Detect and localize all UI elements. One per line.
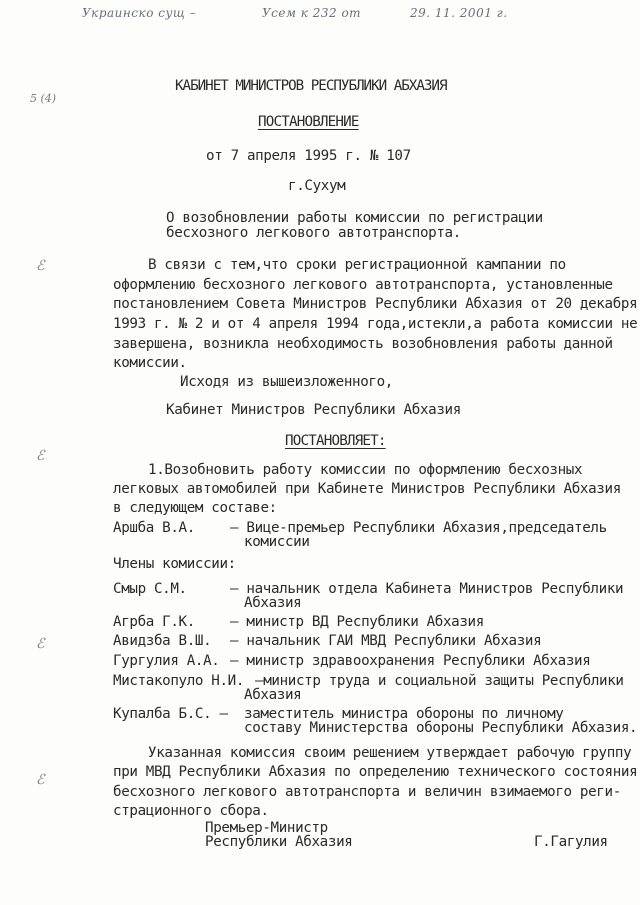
closing-line-4: страционного сбора. [113,803,269,819]
chair-name: Аршба В.А. [113,520,195,536]
handwritten-note-part1: Украинско сущ – [82,6,197,20]
member-name: Гургулия А.А. [113,653,220,669]
subject-line-1: О возобновлении работы комиссии по регистрации [166,210,543,226]
margin-mark-2: ℰ [36,258,45,274]
members-label: Члены комиссии: [113,556,236,572]
p2: Исходя из вышеизложенного, [180,374,393,390]
member-role-cont: составу Министерства обороны Республики Абхазия. [244,720,638,736]
subject-line-2: бесхозного легкового автотранспорта. [166,225,461,241]
member-role: – начальник ГАИ МВД Республики Абхазия [230,633,542,649]
member-role-cont: Абхазия [244,687,302,703]
p1-line-4: 1993 г. № 2 и от 4 апреля 1994 года,истекли,а работа комиссии не [113,316,638,332]
handwritten-note-part3: 29. 11. 2001 г. [410,6,508,20]
closing-line-3: бесхозного легкового автотранспорта и величин взимаемого реги- [113,784,621,800]
member-name: Купалба Б.С. – [113,706,228,722]
member-role: – министр здравоохранения Республики Абхазия [230,653,591,669]
p3: Кабинет Министров Республики Абхазия [166,402,461,418]
margin-mark-4: ℰ [36,636,45,652]
member-name: Авидзба В.Ш. [113,633,212,649]
member-role: – начальник отдела Кабинета Министров Республики [230,581,624,597]
member-role: – министр ВД Республики Абхазия [230,614,484,630]
signatory-title-2: Республики Абхазия [205,834,353,850]
member-role: –министр труда и социальной защиты Республики [255,673,624,689]
org-title: КАБИНЕТ МИНИСТРОВ РЕСПУБЛИКИ АБХАЗИЯ [175,78,447,94]
city: г.Сухум [288,178,346,194]
member-name: Смыр С.М. [113,581,187,597]
item1-line-3: в следующем составе: [113,500,277,516]
item1-line-2: легковых автомобилей при Кабинете Министров Республики Абхазия [113,481,621,497]
closing-line-1: Указанная комиссия своим решением утверждает рабочую группу [148,745,632,761]
member-name: Мистакопуло Н.И. [113,673,245,689]
signatory-name: Г.Гагулия [534,834,608,850]
document-type: ПОСТАНОВЛЕНИЕ [258,114,359,130]
margin-mark-3: ℰ [36,448,45,464]
p1-line-6: комиссии. [113,355,187,371]
date-number: от 7 апреля 1995 г. № 107 [206,148,411,164]
member-role-cont: Абхазия [244,595,302,611]
resolves-heading: ПОСТАНОВЛЯЕТ: [285,433,386,449]
margin-mark-1: 5 (4) [30,92,57,105]
p1-line-2: оформлению бесхозного легкового автотранспорта, установленные [113,277,613,293]
closing-line-2: при МВД Республики Абхазия по определению технического состояния [113,764,638,780]
member-role: заместитель министра обороны по личному [244,706,564,722]
signatory-title-1: Премьер-Министр [205,820,328,836]
margin-mark-5: ℰ [36,772,45,788]
member-name: Агрба Г.К. [113,614,195,630]
handwritten-note-part2: Усем к 232 от [262,6,362,20]
p1-line-3: постановлением Совета Министров Республики Абхазия от 20 декабря [113,296,638,312]
item1-line-1: 1.Возобновить работу комиссии по оформлению бесхозных [148,462,583,478]
p1-line-1: В связи с тем,что сроки регистрационной кампании по [148,257,566,273]
p1-line-5: завершена, возникла необходимость возобновления работы данной [113,336,613,352]
chair-role-2: комиссии [244,534,310,550]
chair-role-1: – Вице-премьер Республики Абхазия,председатель [230,520,607,536]
